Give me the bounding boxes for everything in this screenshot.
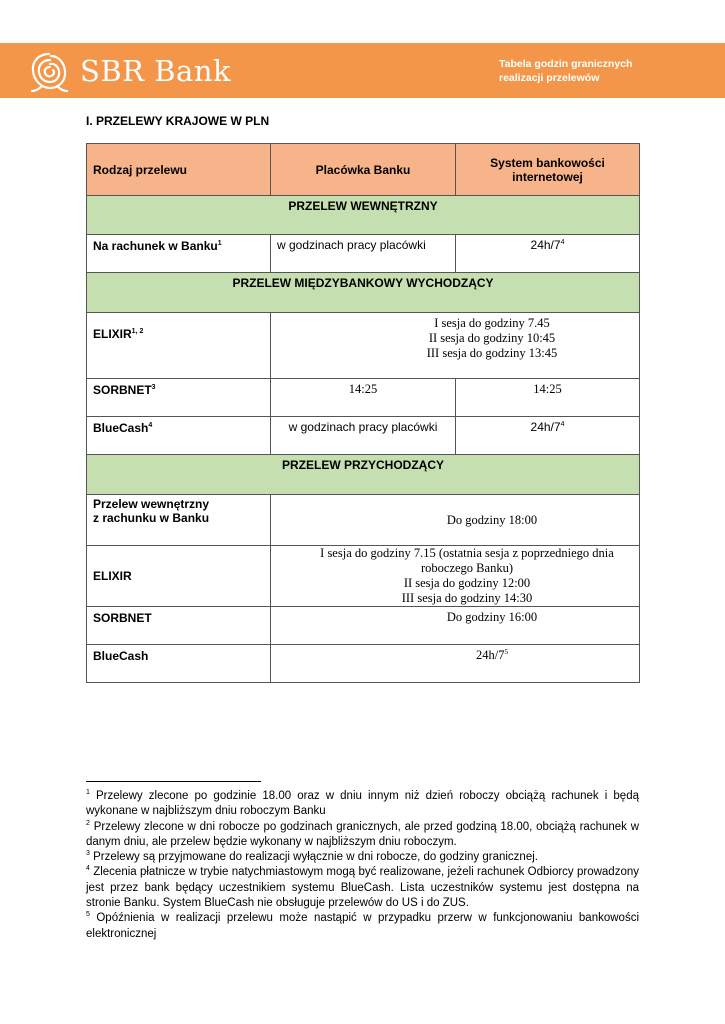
session-line: roboczego Banku) (421, 561, 513, 575)
footnote-text: Zlecenia płatnicze w trybie natychmiastowym mogą być realizowane, jeżeli rachunek Odbiorcy prowadzony jest przez bank będący uczestnikiem systemu BlueCash. Lista uczestników systemu jest dostępna na stronie Banku. System BlueCash nie obsługuje przelewów do US i do ZUS. (86, 866, 639, 910)
row-label (87, 379, 271, 417)
footnote-4 (86, 865, 639, 911)
row-label-text: ELIXIR (93, 569, 132, 583)
document-title-line1: Tabela godzin granicznych (499, 58, 633, 70)
value-cell (271, 645, 640, 683)
row-label-text: SORBNET (93, 611, 152, 625)
section-row-incoming (87, 455, 640, 495)
row-label-text: Przelew wewnętrzny (93, 497, 210, 511)
value-cell (271, 607, 640, 645)
column-header-online (456, 144, 640, 196)
footnote-number: 5 (86, 911, 90, 919)
footnotes (86, 789, 639, 942)
document-title (499, 57, 719, 85)
row-label (87, 313, 271, 379)
online-cell (456, 379, 640, 417)
footnote-ref: 3 (151, 384, 156, 391)
rose-logo-icon (26, 48, 72, 94)
logo (26, 47, 231, 95)
table-row (87, 546, 640, 607)
sessions-cell (271, 313, 640, 379)
branch-cell (271, 379, 456, 417)
footnote-2 (86, 820, 639, 851)
footnote-number: 1 (86, 789, 90, 797)
row-label-text: BlueCash (93, 421, 149, 435)
column-header-type-label: Rodzaj przelewu (93, 162, 188, 177)
footnote-ref: 1, 2 (131, 328, 144, 335)
section-row-internal (87, 196, 640, 235)
branch-cell (271, 417, 456, 455)
branch-value: w godzinach pracy placówki (277, 238, 426, 252)
row-label (87, 495, 271, 546)
header-bar (0, 43, 725, 98)
footnote-text: Przelewy są przyjmowane do realizacji wyłącznie w dni robocze, do godziny granicznej. (89, 851, 538, 864)
column-header-branch-label: Placówka Banku (315, 162, 411, 177)
cutoff-times-table (86, 143, 640, 683)
branch-value: w godzinach pracy placówki (288, 420, 438, 434)
row-label (87, 546, 271, 607)
logo-text: SBR Bank (80, 54, 232, 88)
session-line: III sesja do godziny 14:30 (401, 591, 533, 605)
branch-value: 14:25 (348, 382, 378, 396)
cutoff-value: Do godziny 18:00 (446, 512, 538, 527)
section-label-outgoing: PRZELEW MIĘDZYBANKOWY WYCHODZĄCY (87, 273, 640, 313)
branch-cell (271, 235, 456, 273)
sessions-cell (271, 546, 640, 607)
section-label-internal: PRZELEW WEWNĘTRZNY (87, 196, 640, 235)
table-row (87, 417, 640, 455)
table-header-row (87, 144, 640, 196)
footnote-separator (86, 781, 261, 782)
section-row-outgoing (87, 273, 640, 313)
footnote-text: Opóźnienia w realizacji przelewu może nastąpić w przypadku przerw w funkcjonowaniu bankowości elektronicznej (86, 912, 639, 940)
footnote-text: Przelewy zlecone w dni robocze po godzinach granicznych, ale przed godziną 18.00, obciążą rachunek w danym dniu, ale przelew będzie wykonany w najbliższym dniu roboczym. (86, 820, 639, 848)
session-line: I sesja do godziny 7.45 (434, 316, 550, 330)
row-label-text: SORBNET (93, 383, 152, 397)
row-label (87, 645, 271, 683)
online-cell (456, 235, 640, 273)
row-label (87, 607, 271, 645)
footnote-ref: 4 (560, 421, 565, 428)
row-label-text: z rachunku w Banku (93, 511, 210, 525)
online-cell (456, 417, 640, 455)
row-label-text: ELIXIR (93, 327, 132, 341)
session-line: II sesja do godziny 10:45 (428, 331, 556, 345)
cutoff-value: Do godziny 16:00 (446, 610, 538, 624)
table-row (87, 645, 640, 683)
session-line: II sesja do godziny 12:00 (403, 576, 531, 590)
footnote-text: Przelewy zlecone po godzinie 18.00 oraz w dniu innym niż dzień roboczy obciążą rachunek i będą wykonane w najbliższym dniu roboczym Banku (86, 790, 639, 818)
column-header-type (87, 144, 271, 196)
footnote-number: 4 (86, 865, 90, 873)
table-row (87, 495, 640, 546)
section-label-incoming: PRZELEW PRZYCHODZĄCY (87, 455, 640, 495)
cutoff-value: 24h/7 (476, 648, 505, 662)
table-row (87, 379, 640, 417)
footnote-number: 2 (86, 819, 90, 827)
footnote-ref: 5 (504, 647, 508, 656)
footnote-ref: 1 (217, 240, 222, 247)
row-label-text: BlueCash (93, 649, 149, 663)
footnote-number: 3 (86, 850, 90, 858)
footnote-3 (86, 850, 639, 865)
footnote-ref: 4 (560, 239, 565, 246)
row-label-text: Na rachunek w Banku (93, 239, 218, 253)
footnote-5 (86, 911, 639, 942)
row-label (87, 417, 271, 455)
footnote-1 (86, 789, 639, 820)
table-row (87, 313, 640, 379)
column-header-branch (271, 144, 456, 196)
section-title: I. PRZELEWY KRAJOWE W PLN (86, 114, 270, 128)
online-value: 24h/7 (530, 238, 561, 252)
session-line: I sesja do godziny 7.15 (ostatnia sesja z poprzedniego dnia (320, 546, 614, 560)
session-line: III sesja do godziny 13:45 (426, 346, 558, 360)
column-header-online-label: System bankowości internetowej (490, 155, 605, 184)
document-title-line2: realizacji przelewów (499, 72, 600, 84)
row-label (87, 235, 271, 273)
value-cell (271, 495, 640, 546)
table-row (87, 607, 640, 645)
online-value: 14:25 (533, 382, 562, 396)
online-value: 24h/7 (530, 420, 561, 434)
footnote-ref: 4 (148, 422, 153, 429)
table-row (87, 235, 640, 273)
